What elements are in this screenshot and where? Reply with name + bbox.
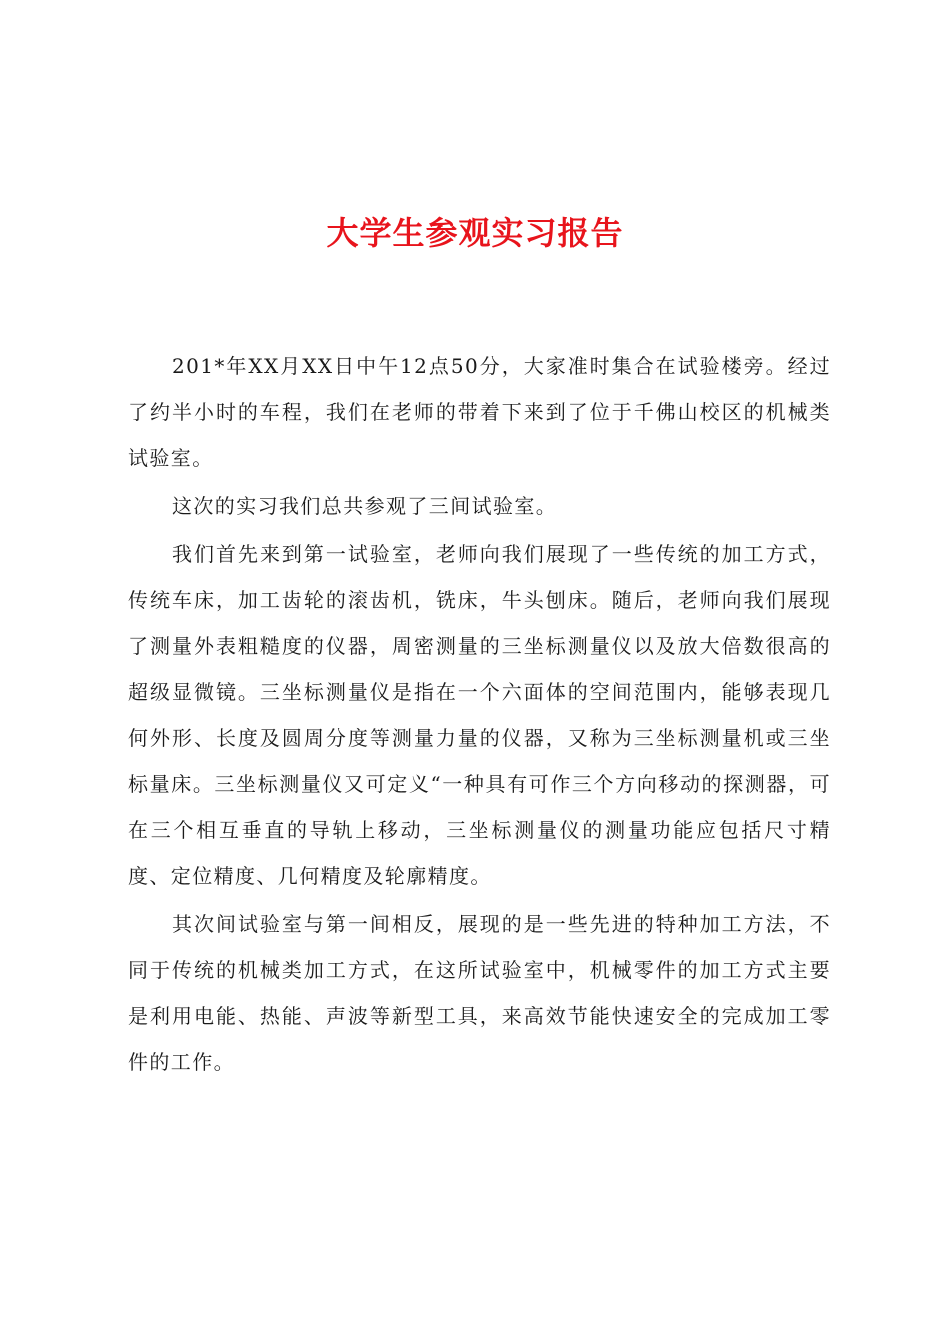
paragraph-intro: 201*年XX月XX日中午12点50分，大家准时集合在试验楼旁。经过了约半小时的车程，我们在老师的带着下来到了位于千佛山校区的机械类试验室。	[128, 354, 831, 470]
paragraph-overview: 这次的实习我们总共参观了三间试验室。	[172, 494, 558, 518]
document-body	[128, 343, 831, 1087]
document-title: 大学生参观实习报告	[326, 214, 624, 252]
paragraph-first-lab: 我们首先来到第一试验室，老师向我们展现了一些传统的加工方式，传统车床，加工齿轮的滚齿机，铣床，牛头刨床。随后，老师向我们展现了测量外表粗糙度的仪器，周密测量的三坐标测量仪以及放大倍数很高的超级显微镜。三坐标测量仪是指在一个六面体的空间范围内，能够表现几何外形、长度及圆周分度等测量力量的仪器，又称为三坐标测量机或三坐标量床。三坐标测量仪又可定义“一种具有可作三个方向移动的探测器，可在三个相互垂直的导轨上移动，三坐标测量仪的测量功能应包括尺寸精度、定位精度、几何精度及轮廓精度。	[128, 542, 831, 888]
paragraph-second-lab: 其次间试验室与第一间相反，展现的是一些先进的特种加工方法，不同于传统的机械类加工方式，在这所试验室中，机械零件的加工方式主要是利用电能、热能、声波等新型工具，来高效节能快速安全的完成加工零件的工作。	[128, 912, 831, 1074]
